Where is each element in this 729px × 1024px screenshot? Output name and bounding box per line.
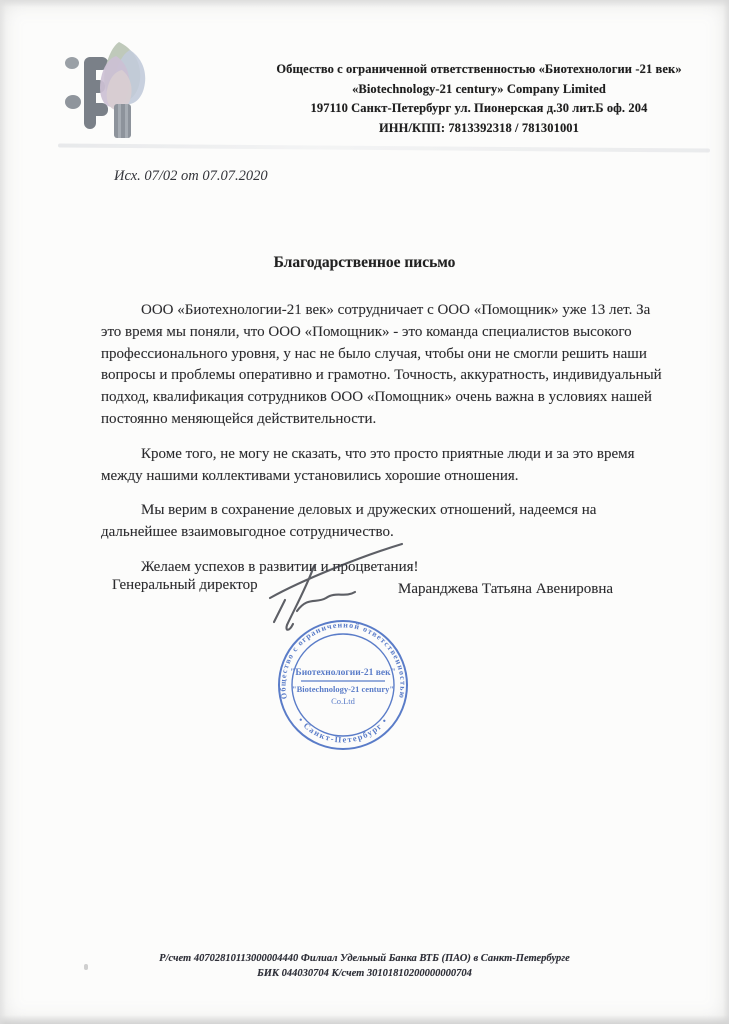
letter-title: Благодарственное письмо — [273, 254, 456, 271]
signer-role: Генеральный директор — [112, 577, 258, 593]
signer-name: Маранджева Татьяна Авенировна — [398, 581, 614, 597]
stamp-company-ru: "Биотехнологии-21 век" — [290, 668, 396, 678]
paragraph-cooperation: ООО «Биотехнологии-21 век» сотрудничает с ООО «Помощник» уже 13 лет. За это время мы поняли, что ООО «Помощник» - это команда специалистов высокого профессионального уровня, у нас не было случая, чтобы они не смогли решить наши вопросы и проблемы оперативно и грамотно. Точность, аккуратность, индивидуальный подход, квалификация сотрудников ООО «Помощник» очень важна в условиях нашей постоянно меняющейся действительности. — [101, 302, 662, 427]
paragraph-relations: Кроме того, не могу не сказать, что это просто приятные люди и за это время между нашими коллективами установились хорошие отношения. — [101, 445, 635, 484]
stamp-arc-top-text: Общество с ограниченной ответственностью — [278, 620, 408, 700]
letterhead-address: 197110 Санкт-Петербург ул. Пионерская д.30 лит.Б оф. 204 — [310, 101, 648, 115]
paragraph-wishes: Желаем успехов в развитии и процветания! — [141, 558, 419, 575]
letterhead-inn-kpp: ИНН/КПП: 7813392318 / 781301001 — [378, 120, 579, 135]
footer-account-line: Р/счет 40702810113000004440 Филиал Удельный Банка ВТБ (ПАО) в Санкт-Петербурге — [159, 953, 570, 964]
letterhead — [253, 60, 705, 138]
stamp-arc-bottom-text: • Санкт-Петербург • — [296, 715, 390, 745]
company-round-stamp — [275, 614, 411, 756]
outgoing-reference: Исх. 07/02 от 07.07.2020 — [114, 168, 268, 184]
letterhead-company-ru: Общество с ограниченной ответственностью «Биотехнологии -21 век» — [276, 62, 682, 76]
paragraph-future: Мы верим в сохранение деловых и дружеских отношений, надеемся на дальнейшее взаимовыгодное сотрудничество. — [101, 502, 597, 541]
bank-details-footer — [0, 952, 729, 981]
scan-edge-right — [723, 0, 729, 1024]
scan-edge-bottom — [0, 1015, 729, 1024]
scan-edge-left — [0, 0, 6, 1024]
letterhead-company-en: «Biotechnology-21 century» Company Limited — [352, 81, 606, 96]
stamp-company-en: "Biotechnology-21 century" — [291, 684, 395, 694]
company-logo-artichoke-icon — [64, 40, 150, 142]
stamp-co-ltd: Co.Ltd — [331, 696, 355, 706]
footer-bik-line: БИК 044030704 К/счет 30101810200000000704 — [257, 967, 472, 979]
scan-streak-artifact — [58, 143, 710, 152]
scan-edge-top — [0, 0, 729, 7]
